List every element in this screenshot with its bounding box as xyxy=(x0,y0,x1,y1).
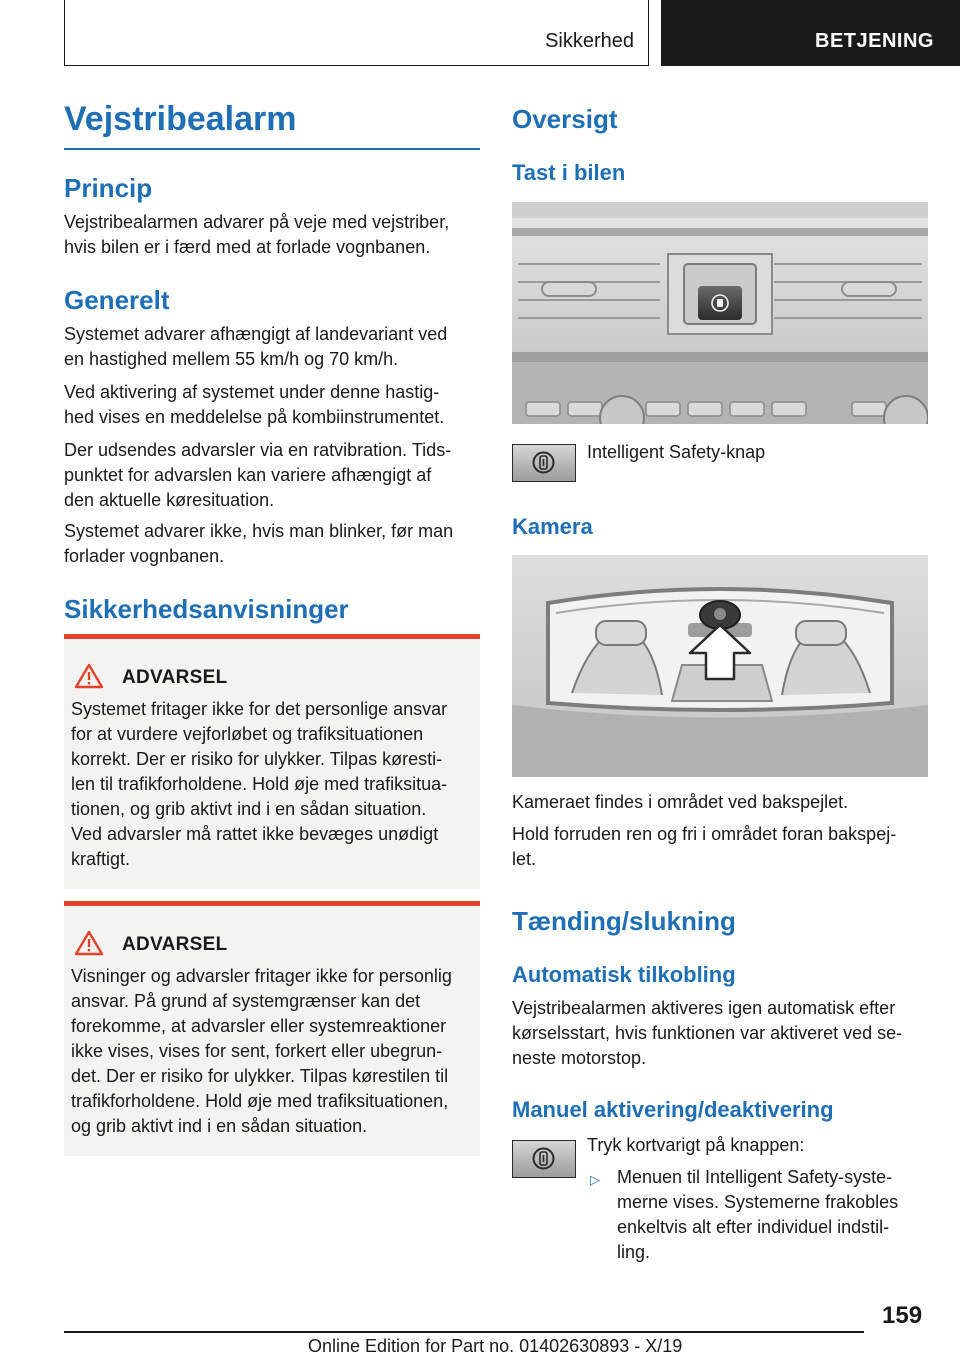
text-line: punktet for advarslen kan variere afhængigt af xyxy=(64,465,432,485)
warning-text xyxy=(71,964,452,1139)
heading-button-in-car: Tast i bilen xyxy=(512,160,626,185)
text-line: Ved advarsler må rattet ikke bevæges unødigt xyxy=(71,824,439,844)
text-line: hvis bilen er i færd med at forlade vognbanen. xyxy=(64,237,431,257)
automatic-text xyxy=(512,996,902,1071)
page-number: 159 xyxy=(882,1302,923,1329)
text-line: Kameraet findes i området ved bakspejlet. xyxy=(512,792,849,812)
text-line: en hastighed mellem 55 km/h og 70 km/h. xyxy=(64,349,399,369)
warning-text xyxy=(71,697,447,872)
heading-general: Generelt xyxy=(64,285,170,315)
text-line: korrekt. Der er risiko for ulykker. Tilpas køresti‐ xyxy=(71,749,443,769)
bullet-triangle-icon: ▷ xyxy=(590,1172,600,1187)
heading-camera: Kamera xyxy=(512,514,593,539)
text-line: Visninger og advarsler fritager ikke for personlig xyxy=(71,966,452,986)
text-line: forekomme, at advarsler eller systemreaktioner xyxy=(71,1016,447,1036)
text-line: ikke vises, vises for sent, forkert eller ubegrun‐ xyxy=(71,1041,443,1061)
text-line: ling. xyxy=(617,1242,651,1262)
heading-principle: Princip xyxy=(64,173,153,203)
warning-triangle-icon xyxy=(74,930,104,956)
camera-illustration xyxy=(512,555,928,777)
section-title: Sikkerhed xyxy=(545,30,634,52)
heading-manual: Manuel aktivering/deaktivering xyxy=(512,1097,834,1122)
intelligent-safety-symbol xyxy=(512,1140,576,1178)
intelligent-safety-icon xyxy=(513,1141,574,1176)
text-line: trafikforholdene. Hold øje med trafiksituationen, xyxy=(71,1091,449,1111)
heading-automatic: Automatisk tilkobling xyxy=(512,962,736,987)
text-line: neste motorstop. xyxy=(512,1048,647,1068)
button-caption: Intelligent Safety-knap xyxy=(587,442,766,462)
text-line: Systemet advarer afhængigt af landevariant ved xyxy=(64,324,448,344)
text-line: let. xyxy=(512,849,537,869)
text-line: Systemet advarer ikke, hvis man blinker, før man xyxy=(64,521,454,541)
text-line: enkeltvis alt efter individuel indstil‐ xyxy=(617,1217,890,1237)
page-title: Vejstribealarm xyxy=(64,100,297,138)
general-paragraph-4 xyxy=(64,519,453,569)
dashboard-button-image xyxy=(512,202,928,424)
general-paragraph-3 xyxy=(64,438,451,513)
header-chapter-tab xyxy=(661,0,960,66)
heading-overview: Oversigt xyxy=(512,104,618,134)
text-line: den aktuelle køresituation. xyxy=(64,490,275,510)
general-paragraph-2 xyxy=(64,380,444,430)
text-line: det. Der er risiko for ulykker. Tilpas kørestilen til xyxy=(71,1066,449,1086)
text-line: hed vises en meddelelse på kombiinstrumentet. xyxy=(64,407,445,427)
dashboard-illustration xyxy=(512,202,928,424)
footer-edition: Online Edition for Part no. 01402630893 - X/19 xyxy=(308,1336,683,1356)
warning-label: ADVARSEL xyxy=(122,667,228,688)
text-line: Der udsendes advarsler via en ratvibration. Tids‐ xyxy=(64,440,452,460)
heading-on-off: Tænding/slukning xyxy=(512,906,736,936)
heading-safety: Sikkerhedsanvisninger xyxy=(64,594,349,624)
camera-image xyxy=(512,555,928,777)
warning-triangle-icon xyxy=(74,663,104,689)
warning-box xyxy=(64,634,480,889)
text-line: Ved aktivering af systemet under denne hastig‐ xyxy=(64,382,440,402)
text-line: for at vurdere vejforløbet og trafiksituationen xyxy=(71,724,424,744)
text-line: ansvar. På grund af systemgrænser kan det xyxy=(71,991,421,1011)
chapter-title: BETJENING xyxy=(815,30,934,52)
camera-paragraph-2 xyxy=(512,822,896,872)
text-line: tionen, og grib aktivt ind i en sådan situation. xyxy=(71,799,427,819)
text-line: kørselsstart, hvis funktionen var aktiveret ved se‐ xyxy=(512,1023,903,1043)
warning-label: ADVARSEL xyxy=(122,934,228,955)
warning-box xyxy=(64,901,480,1156)
camera-paragraph-1 xyxy=(512,790,848,815)
title-rule xyxy=(64,148,480,150)
footer-rule xyxy=(64,1331,864,1333)
manual-intro: Tryk kortvarigt på knappen: xyxy=(587,1135,805,1155)
text-line: forlader vognbanen. xyxy=(64,546,225,566)
text-line: Vejstribealarmen aktiveres igen automatisk efter xyxy=(512,998,896,1018)
text-line: merne vises. Systemerne frakobles xyxy=(617,1192,899,1212)
principle-text xyxy=(64,210,449,260)
header-section-tab xyxy=(64,0,649,66)
general-paragraph-1 xyxy=(64,322,447,372)
text-line: Systemet fritager ikke for det personlige ansvar xyxy=(71,699,448,719)
text-line: og grib aktivt ind i en sådan situation. xyxy=(71,1116,368,1136)
text-line: len til trafikforholdene. Hold øje med trafiksitua‐ xyxy=(71,774,448,794)
text-line: Hold forruden ren og fri i området foran bakspej‐ xyxy=(512,824,897,844)
bullet-text xyxy=(617,1165,898,1265)
text-line: Menuen til Intelligent Safety-syste‐ xyxy=(617,1167,893,1187)
text-line: Vejstribealarmen advarer på veje med vejstriber, xyxy=(64,212,450,232)
text-line: kraftigt. xyxy=(71,849,131,869)
intelligent-safety-icon xyxy=(513,445,574,480)
intelligent-safety-symbol xyxy=(512,444,576,482)
